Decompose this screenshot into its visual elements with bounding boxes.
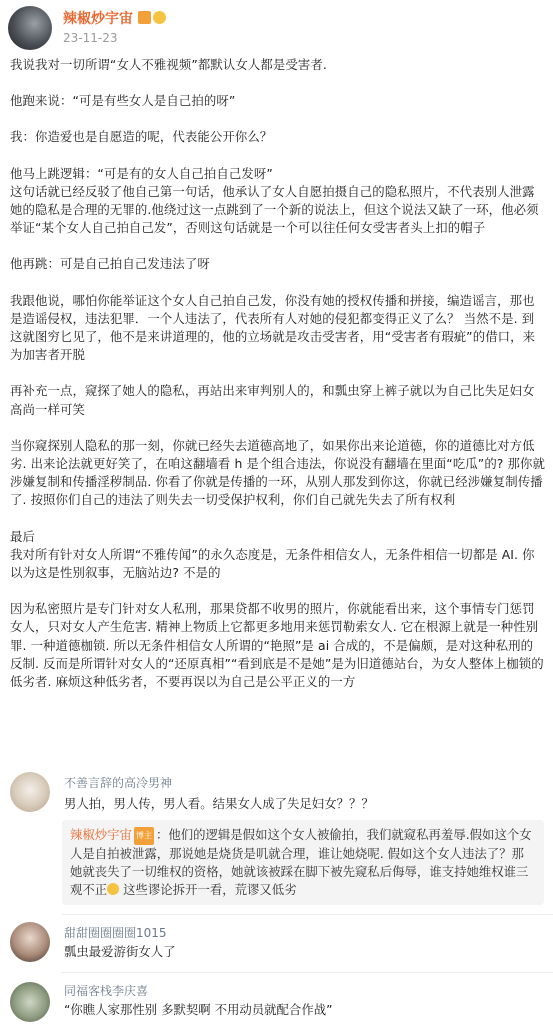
reply-text-end: 这些谬论拆开一看，荒谬又低劣	[119, 882, 297, 897]
post-paragraph: 我说我对一切所谓“女人不雅视频”都默认女人都是受害者.	[10, 57, 327, 72]
post-paragraph: 我：你造爱也是自愿造的呢，代表能公开你么？	[10, 129, 273, 145]
post-paragraph: 再补充一点，窥探了她人的隐私，再站出来审判别人的，和瓢虫穿上裤子就以为自己比失足妇女高尚一样可笑	[10, 383, 535, 417]
author-tag-badge: 博主	[134, 827, 154, 845]
paragraph-gap	[10, 147, 545, 165]
post-paragraph: 当你窥探别人隐私的那一刻，你就已经失去道德高地了，如果你出来论道德，你的道德比对方低劣. 出来论法就更好笑了，在咱这翻墙看 h 是个组合违法，你说没有翻墙在里面“吃瓜”的? 那你就涉嫌复制和传播淫秽制品. 你看了你就是传播的一环，从别人那发到你这，你就已经涉嫌复制传播了. 按照你们自己的违法了则失去一切受保护权利，你们自己就先失去了所有权利	[10, 437, 545, 508]
paragraph-gap	[10, 237, 545, 255]
author-name[interactable]	[63, 8, 166, 28]
author-reply[interactable]	[62, 820, 544, 905]
post-header	[0, 0, 553, 52]
comment-text: “你瞧人家那性别 多默契啊 不用动员就配合作战”	[64, 1002, 333, 1017]
author-avatar[interactable]	[8, 6, 52, 50]
post-body	[10, 56, 545, 691]
reply-text: ：他们的逻辑是假如这个女人被偷拍，我们就窥私再羞辱.假如这个女人是自拍被泄露，那说她是烧货是叽就合理，谁让她烧呢. 假如这个女人违法了？那她就丧失了一切维权的资格，她就该被踩在脚下被先窥私后侮辱，谁支持她维权谁三观不正	[70, 827, 532, 897]
paragraph-gap	[10, 274, 545, 292]
emoji-icon	[107, 883, 119, 895]
post-date: 23-11-23	[63, 31, 118, 45]
divider	[62, 914, 553, 915]
commenter-avatar[interactable]	[10, 982, 50, 1022]
paragraph-gap	[10, 582, 545, 600]
commenter-name[interactable]: 不善言辞的高冷男神	[64, 776, 173, 790]
post-paragraph: 他跑来说：“可是有些女人是自己拍的呀”	[10, 93, 236, 109]
post-paragraph: 因为私密照片是专门针对女人私刑，那果贷都不收男的照片，你就能看出来，这个事情专门惩罚女人，只对女人产生危害. 精神上物质上它都更多地用来惩罚勒索女人. 它在根源上就是一种性别罪. 一种道德枷锁. 所以无条件相信女人所谓的“艳照”是 ai 合成的，不是偏颇，是对这种私刑的反制. 反而是所谓针对女人的“还原真相”“看到底是不是她”是为旧道德站台，为女人整体上枷锁的低劣者. 麻烦这种低劣者，不要再误以为自己是公平正义的一方	[10, 601, 544, 690]
paragraph-gap	[10, 510, 545, 528]
emoji-badge-icon	[153, 11, 166, 24]
paragraph-gap	[10, 364, 545, 382]
comment-text: 男人拍，男人传，男人看。结果女人成了失足妇女？？？	[64, 796, 374, 811]
commenter-name[interactable]: 同福客栈李庆喜	[64, 984, 149, 998]
author-name-text: 辣椒炒宇宙	[63, 11, 133, 27]
vip-badge-icon	[138, 11, 151, 24]
commenter-name[interactable]: 甜甜圈圈圈圈1015	[64, 926, 167, 940]
post-paragraph: 最后 我对所有针对女人所谓“不雅传闻”的永久态度是，无条件相信女人，无条件相信一切都是 AI. 你以为这是性别叙事，无脑站边? 不是的	[10, 528, 535, 581]
paragraph-gap	[10, 110, 545, 128]
commenter-avatar[interactable]	[10, 772, 50, 812]
paragraph-gap	[10, 419, 545, 437]
comment-text: 瓢虫最爱游街女人了	[64, 944, 176, 959]
reply-author-name[interactable]: 辣椒炒宇宙	[70, 827, 132, 842]
divider	[62, 972, 553, 973]
post-paragraph: 他再跳：可是自己拍自己发违法了呀	[10, 256, 210, 272]
post-paragraph: 我跟他说，哪怕你能举证这个女人自己拍自己发，你没有她的授权传播和拼接，编造谣言，那也是造谣侵权，违法犯罪．一个人违法了，代表所有人对她的侵犯都变得正义了么？ 当然不是. 到这就图穷匕见了，他不是来讲道理的，他的立场就是攻击受害者，用“受害者有瑕疵”的借口，来为加害者开脱	[10, 292, 536, 363]
post-paragraph: 他马上跳逻辑：“可是有的女人自己拍自己发呀” 这句话就已经反驳了他自己第一句话，他承认了女人自愿拍摄自己的隐私照片，不代表别人泄露她的隐私是合理的无罪的.他绕过这一点跳到了一个新的说法上，但这个说法又缺了一环，他必须举证“某个女人自己拍自己发”，否则这句话就是一个可以往任何女受害者头上扣的帽子	[10, 165, 539, 236]
paragraph-gap	[10, 74, 545, 92]
commenter-avatar[interactable]	[10, 922, 50, 962]
